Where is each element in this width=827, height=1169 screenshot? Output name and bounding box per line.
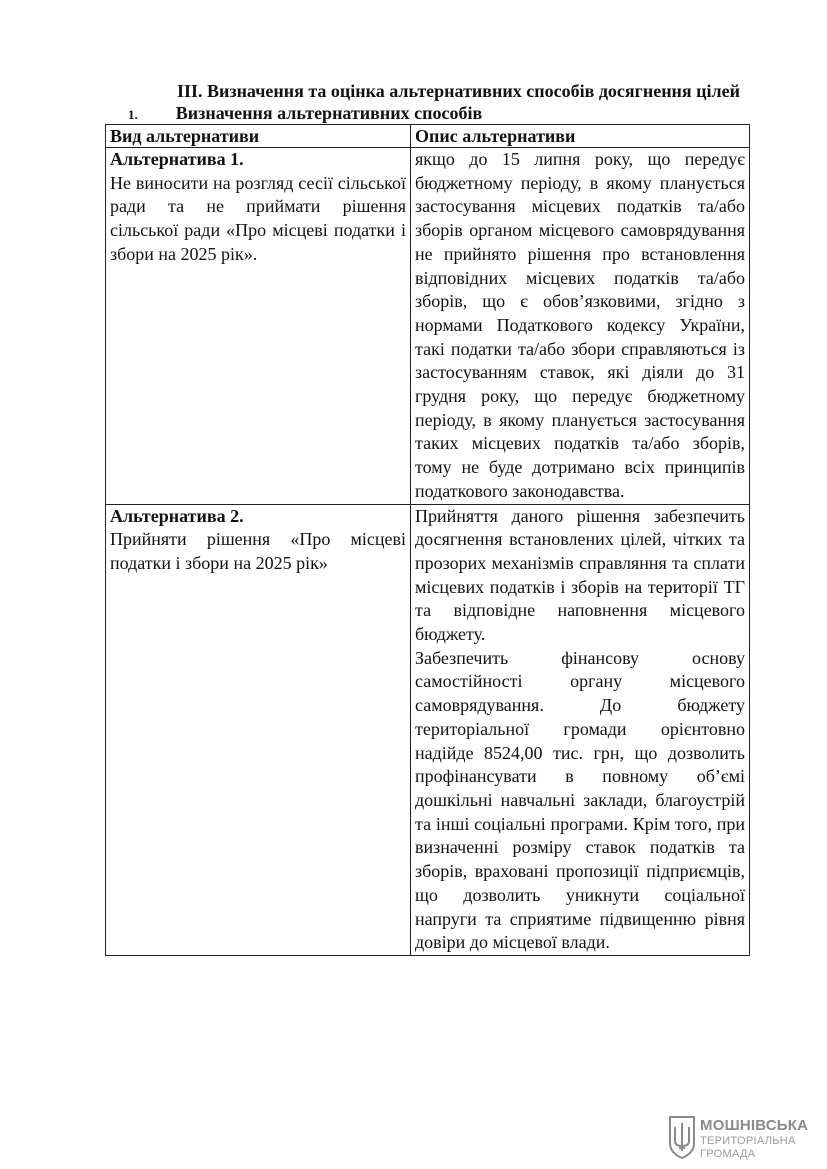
subsection-title: Визначення альтернативних способів: [175, 103, 483, 123]
alternative-1-name: Альтернатива 1.: [110, 149, 244, 169]
alternative-1-description: якщо до 15 липня року, що передує бюджетному періоду, в якому планується застосування місцевих податків та/або зборів органом місцевого самоврядування не прийнято рішення про встановлення відповідних місцевих податків та/або зборів, що є обов’язковими, згідно з нормами Податкового кодексу України, такі податки та/або збори справляються із застосуванням ставок, які діяли до 31 грудня року, що передує бюджетному періоду, в якому планується застосування таких місцевих податків та/або зборів, тому не буде дотримано всіх принципів податкового законодавства.: [411, 148, 750, 505]
alternatives-table: [105, 124, 750, 956]
alternative-cell: [106, 148, 411, 505]
alternative-2-description: Прийняття даного рішення забезпечить досягнення встановлених цілей, чітких та прозорих механізмів справляння та сплати місцевих податків і зборів на території ТГ та відповідне наповнення місцевого бюджету.: [415, 505, 745, 645]
logo-line-2: ТЕРИТОРІАЛЬНА: [700, 1135, 796, 1147]
section-title: III. Визначення та оцінка альтернативних способів досягнення цілей: [176, 81, 740, 101]
trident-coat-of-arms-icon: [668, 1115, 696, 1159]
subsection-number: 1.: [128, 107, 138, 122]
alternative-2-description-continued: Забезпечить фінансову основу самостійності органу місцевого самоврядування. До бюджету територіальної громади орієнтовно надійде 8524,00 тис. грн, що дозволить профінансувати в повному об’ємі дошкільні навчальні заклади, благоустрій та інші соціальні програми. Крім того, при визначенні розміру ставок податків та зборів, враховані пропозиції підприємців, що дозволить уникнути соціальної напруги та сприятиме підвищенню рівня довіри до місцевої влади.: [415, 647, 745, 953]
logo-line-1: МОШНІВСЬКА: [700, 1117, 809, 1134]
table-row: [106, 148, 750, 505]
header-cell-description: Опис альтернативи: [411, 125, 750, 148]
alternative-cell: [106, 504, 411, 955]
header-cell-type: Вид альтернативи: [106, 125, 411, 148]
alternative-2-text: Прийняти рішення «Про місцеві податки і збори на 2025 рік»: [110, 529, 406, 573]
logo-line-3: ГРОМАДА: [700, 1148, 756, 1160]
alternative-2-description-cell: [411, 504, 750, 955]
alternative-2-name: Альтернатива 2.: [110, 505, 244, 526]
table-header-row: [106, 125, 750, 148]
alternative-1-text: Не виносити на розгляд сесії сільської ради та не приймати рішення сільської ради «Про місцеві податки і збори на 2025 рік».: [110, 172, 406, 264]
community-logo: [668, 1115, 808, 1163]
subsection-heading: [128, 102, 482, 126]
table-row: [106, 504, 750, 955]
